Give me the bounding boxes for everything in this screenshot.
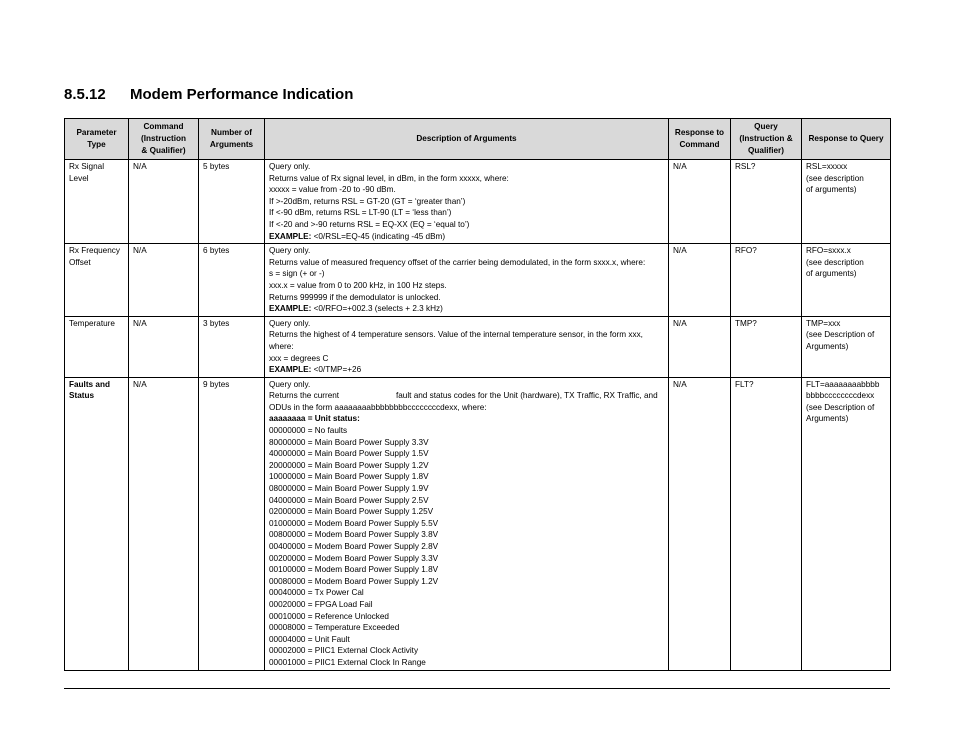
example-label: EXAMPLE: [269,304,312,314]
cell-query-response: RSL=xxxxx (see description of arguments) [802,160,891,244]
table-row [65,244,891,317]
section-number: 8.5.12 [64,86,106,103]
fault-code-item: 00800000 = Modem Board Power Supply 3.8V [269,530,439,540]
table-row [65,160,891,244]
example-label: EXAMPLE: [269,365,312,375]
cell-query-response: RFO=sxxx.x (see description of arguments) [802,244,891,317]
table-row [65,316,891,377]
table-header-row [65,119,891,160]
cell-command: N/A [129,244,199,317]
fault-code-item: 00400000 = Modem Board Power Supply 2.8V [269,542,439,551]
fault-code-item: 01000000 = Modem Board Power Supply 5.5V [269,518,439,528]
cell-query: FLT? [731,377,802,670]
fault-code-item: 04000000 = Main Board Power Supply 2.5V [269,495,429,505]
cell-query: RFO? [731,244,802,317]
example-text: <0/TMP=+26 [311,365,362,375]
fault-code-item: 20000000 = Main Board Power Supply 1.2V [269,460,429,470]
header-response-to-query: Response to Query [802,119,891,160]
header-query: Query (Instruction & Qualifier) [731,119,802,160]
command-table [64,118,891,671]
unit-status-label: aaaaaaaa = Unit status: [269,414,360,424]
section-heading [64,86,353,103]
cell-arguments: 6 bytes [199,244,265,317]
fault-code-item: 00001000 = PIIC1 External Clock In Range [269,657,426,667]
fault-code-item: 00004000 = Unit Fault [269,634,350,644]
cell-description: Query only. Returns the current fault and status codes for the Unit (hardware), TX Traffic, RX Traffic, and ODUs in the form aaaaaaaabbbbbbbbccccccccdexx, where: aaaaaaaa = Unit status: 00000000 = No faults 80000000 = Main Board Power Supply 3.3V 40000000 = Main Board Power Supply 1.5V 20000000 = Main Board Power Supply 1.2V 10000000 = Main Board Power Supply 1.8V 08000000 = Main Board Power Supply 1.9V 04000000 = Main Board Power Supply 2.5V 02000000 = Main Board Power Supply 1.25V 01000000 = Modem Board Power Supply 5.5V 00800000 = Modem Board Power Supply 3.8V 00400000 = Modem Board Power Supply 2.8V 00200000 = Modem Board Power Supply 3.3V 00100000 = Modem Board Power Supply 1.8V 00080000 = Modem Board Power Supply 1.2V 00040000 = Tx Power Cal 00020000 = FPGA Load Fail 00010000 = Reference Unlocked 00008000 = Temperature Exceeded 00004000 = Unit Fault 00002000 = PIIC1 External Clock Activity 00001000 = PIIC1 External Clock In Range [265,377,669,670]
section-title: Modem Performance Indication [130,86,354,103]
cell-description: Query only. Returns value of measured frequency offset of the carrier being demodulated, in the form sxxx.x, where: s = sign (+ or -) xxx.x = value from 0 to 200 kHz, in 100 Hz steps. Returns 999999 if the demodulator is unlocked. EXAMPLE: <0/RFO=+002.3 (selects + 2.3 kHz) [265,244,669,317]
cell-parameter: Temperature [65,316,129,377]
table-row [65,377,891,670]
cell-query: RSL? [731,160,802,244]
fault-code-item: 00008000 = Temperature Exceeded [269,623,400,633]
fault-code-item: 00200000 = Modem Board Power Supply 3.3V [269,553,439,563]
header-parameter-type: Parameter Type [65,119,129,160]
cell-parameter: Faults and Status [65,377,129,670]
fault-code-item: 00040000 = Tx Power Cal [269,588,364,598]
fault-code-item: 00100000 = Modem Board Power Supply 1.8V [269,565,439,575]
fault-code-item: 08000000 = Main Board Power Supply 1.9V [269,484,429,494]
footer-divider [64,688,890,689]
header-description: Description of Arguments [265,119,669,160]
example-text: <0/RFO=+002.3 (selects + 2.3 kHz) [311,304,443,314]
cell-arguments: 9 bytes [199,377,265,670]
cell-response: N/A [669,377,731,670]
cell-parameter: Rx Signal Level [65,160,129,244]
cell-description: Query only. Returns the highest of 4 temperature sensors. Value of the internal temperature sensor, in the form xxx, where: xxx = degrees C EXAMPLE: <0/TMP=+26 [265,316,669,377]
cell-description: Query only. Returns value of Rx signal level, in dBm, in the form xxxxx, where: xxxxx = value from -20 to -90 dBm. If >-20dBm, returns RSL = GT-20 (GT = ‘greater than’) If <-90 dBm, returns RSL = LT-90 (LT = ‘less than’) If <-20 and >-90 returns RSL = EQ-XX (EQ = ‘equal to’) EXAMPLE: <0/RSL=EQ-45 (indicating -45 dBm) [265,160,669,244]
fault-code-list [269,425,664,668]
cell-response: N/A [669,160,731,244]
fault-code-item: 40000000 = Main Board Power Supply 1.5V [269,449,429,459]
cell-command: N/A [129,160,199,244]
fault-code-item: 00020000 = FPGA Load Fail [269,599,373,609]
cell-query-response: TMP=xxx (see Description of Arguments) [802,316,891,377]
cell-query: TMP? [731,316,802,377]
fault-code-item: 80000000 = Main Board Power Supply 3.3V [269,437,429,447]
example-label: EXAMPLE: [269,231,312,241]
fault-code-item: 10000000 = Main Board Power Supply 1.8V [269,472,429,482]
header-command: Command (Instruction & Qualifier) [129,119,199,160]
fault-code-item: 00010000 = Reference Unlocked [269,611,389,621]
cell-arguments: 3 bytes [199,316,265,377]
header-response-to-command: Response to Command [669,119,731,160]
example-text: <0/RSL=EQ-45 (indicating -45 dBm) [311,231,446,241]
fault-code-item: 00002000 = PIIC1 External Clock Activity [269,646,419,656]
cell-query-response: FLT=aaaaaaaabbbb bbbbccccccccdexx (see Description of Arguments) [802,377,891,670]
header-number-of-arguments: Number of Arguments [199,119,265,160]
cell-arguments: 5 bytes [199,160,265,244]
fault-code-item: 02000000 = Main Board Power Supply 1.25V [269,507,434,517]
fault-code-item: 00000000 = No faults [269,426,348,436]
cell-parameter: Rx Frequency Offset [65,244,129,317]
cell-command: N/A [129,316,199,377]
cell-command: N/A [129,377,199,670]
fault-code-item: 00080000 = Modem Board Power Supply 1.2V [269,576,439,586]
cell-response: N/A [669,244,731,317]
cell-response: N/A [669,316,731,377]
